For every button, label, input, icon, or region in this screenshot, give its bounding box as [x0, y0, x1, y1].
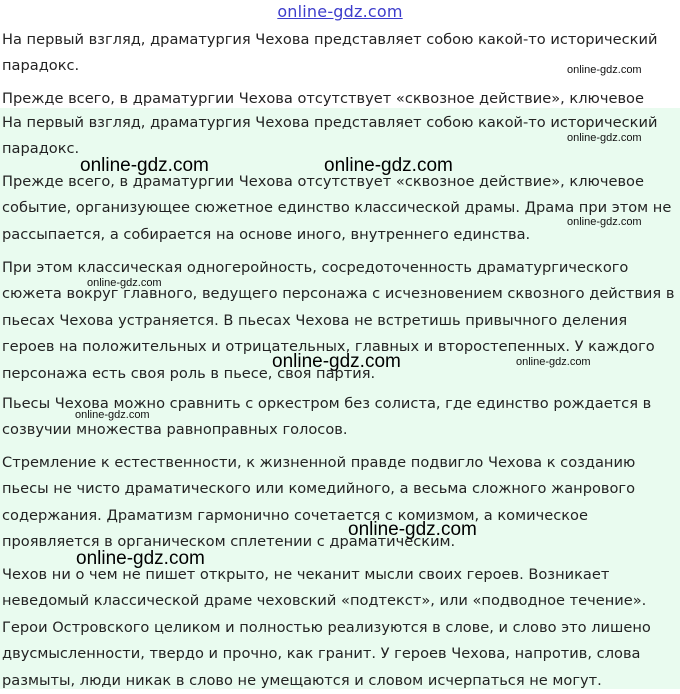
paragraph-1: На первый взгляд, драматургия Чехова представляет собою какой-то исторический парадокс.: [2, 114, 658, 158]
watermark-small: online-gdz.com: [567, 132, 642, 144]
top-paragraph-1: На первый взгляд, драматургия Чехова представляет собою какой-то исторический парадокс.: [2, 31, 658, 75]
paragraph-6: Чехов ни о чем не пишет открыто, не чеканит мысли своих героев. Возникает неведомый классической драме чеховский «подтекст», или «подводное течение». Герои Островского целиком и полностью реализуются в слове, и слово это лишено двусмысленности, твердо и прочно, как гранит. У героев Чехова, напротив, слова размыты, люди никак в слово не умещаются и словом исчерпаться не могут.: [2, 566, 651, 689]
watermark-large: online-gdz.com: [80, 155, 209, 176]
watermark-small: online-gdz.com: [87, 277, 162, 289]
watermark-large: online-gdz.com: [76, 548, 205, 569]
paragraph-2: Прежде всего, в драматургии Чехова отсутствует «сквозное действие», ключевое событие, организующее сюжетное единство классической драмы. Драма при этом не рассыпается, а собирается на основе иного, внутреннего единства.: [2, 173, 672, 243]
paragraph-3: При этом классическая одногеройность, сосредоточенность драматургического сюжета вокруг главного, ведущего персонажа с исчезновением сквозного действия в пьесах Чехова устраняется. В пьесах Чехова не встретишь привычного деления героев на положительных и отрицательных, главных и второстепенных. У каждого персонажа есть своя роль в пьесе, своя партия.: [2, 259, 675, 382]
watermark-small: online-gdz.com: [567, 64, 642, 76]
paragraph-5: Стремление к естественности, к жизненной правде подвигло Чехова к созданию пьесы не чисто драматического или комедийного, а весьма сложного жанрового содержания. Драматизм гармонично сочетается с комизмом, а комическое проявляется в органическом сплетении с драматическим.: [2, 454, 636, 551]
top-paragraph-2: Прежде всего, в драматургии Чехова отсутствует «сквозное действие», ключевое: [2, 90, 644, 107]
watermark-large: online-gdz.com: [324, 155, 453, 176]
watermark-small: online-gdz.com: [75, 409, 150, 421]
site-header-link[interactable]: online-gdz.com: [277, 2, 403, 21]
watermark-large: online-gdz.com: [272, 351, 401, 372]
watermark-small: online-gdz.com: [567, 216, 642, 228]
watermark-large: online-gdz.com: [348, 519, 477, 540]
watermark-small: online-gdz.com: [516, 356, 591, 368]
paragraph-4: Пьесы Чехова можно сравнить с оркестром без солиста, где единство рождается в созвучии множества равноправных голосов.: [2, 395, 652, 439]
